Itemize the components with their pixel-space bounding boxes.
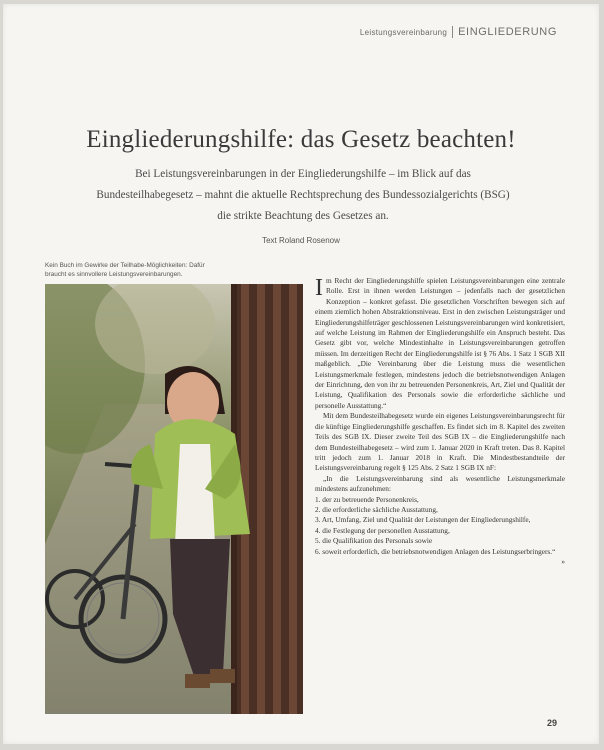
article-body <box>315 276 565 567</box>
body-paragraph-3: „In die Leistungsvereinbarung sind als wesentliche Leistungsmerkmale mindestens aufzunehmen: <box>315 473 565 494</box>
article-lead <box>83 164 523 227</box>
lead-line: Bundesteilhabegesetz – mahnt die aktuelle Rechtsprechung des Bundessozialgerichts (BSG) <box>96 189 510 201</box>
running-head <box>360 26 557 38</box>
body-text: m Recht der Eingliederungshilfe spielen Leistungsvereinbarungen eine zentrale Rolle. Erst in ihnen werden Leistungen – jedenfalls nach der gesetzlichen Konzeption – konkret gefasst. Die gesetzlichen Vorschriften bewegen sich auf einem ziemlich hohen Abstraktionsniveau. Erst in den zwischen Leistungsträger und Eingliederungshilfeträger geschlossenen Leistungsvereinbarungen wird konkretisiert, auf welche Leistung im Rahmen der Eingliederungshilfe ein Anspruch besteht. Das Gesetz gibt vor, welche Mindestinhalte in Leistungsvereinbarungen getroffen müssen. Im derzeitigen Recht der Eingliederungshilfe ist § 76 Abs. 1 Satz 1 SGB XII maßgeblich. „Die Vereinbarung über die Leistung muss die wesentlichen Leistungsmerkmale festlegen, mindestens jedoch die betriebsnotwendigen Anlagen der Einrichtung, den von ihr zu betreuenden Personenkreis, Art, Ziel und Qualität der Leistung, Qualifikation des Personals sowie die erforderliche sächliche und personelle Ausstattung.“ <box>315 276 565 410</box>
list-item: 5. die Qualifikation des Personals sowie <box>315 536 433 546</box>
body-paragraph-1 <box>315 276 565 411</box>
running-head-divider <box>452 26 453 38</box>
drop-cap: I <box>315 275 323 301</box>
body-paragraph-2: Mit dem Bundesteilhabegesetz wurde ein eigenes Leistungsvereinbarungsrecht für die künftige Eingliederungshilfe geschaffen. Es findet sich im 8. Kapitel des zweiten Teils des SGB IX. Dieser zweite Teil des SGB IX – die Eingliederungshilfe nach dem Bundesteilhabegesetz – wird zum 1. Januar 2020 in Kraft treten. Das 8. Kapitel tritt jedoch zum 1. Januar 2018 in Kraft. Die Mindestbestandteile der Leistungsvereinbarung regelt § 125 Abs. 2 Satz 1 SGB IX nF: <box>315 411 565 473</box>
list-item: 1. der zu betreuende Personenkreis, <box>315 494 419 504</box>
page-number: 29 <box>546 718 557 728</box>
caption-line: Kein Buch im Gewirke der Teilhabe-Möglichkeiten: Dafür <box>45 262 205 269</box>
lead-line: die strikte Beachtung des Gesetzes an. <box>217 210 389 222</box>
article-title: Eingliederungshilfe: das Gesetz beachten! <box>86 126 516 153</box>
running-head-section: EINGLIEDERUNG <box>458 26 557 38</box>
list-item: 2. die erforderliche sächliche Ausstattung, <box>315 504 438 514</box>
list-item: 6. soweit erforderlich, die betriebsnotwendigen Anlagen des Leistungserbringers.“ <box>315 546 556 556</box>
article-photo <box>45 284 303 714</box>
running-head-category: Leistungsvereinbarung <box>359 27 448 37</box>
requirements-list <box>315 495 565 557</box>
caption-line: braucht es sinnvollere Leistungsvereinbarungen. <box>45 271 183 278</box>
continuation-mark: » <box>561 556 565 566</box>
photo-woman-with-tricycle <box>45 284 303 714</box>
magazine-page <box>3 4 599 744</box>
photo-caption <box>45 261 295 279</box>
list-item: 3. Art, Umfang, Ziel und Qualität der Leistungen der Eingliederungshilfe, <box>315 515 531 525</box>
list-item: 4. die Festlegung der personellen Ausstattung, <box>315 525 450 535</box>
lead-line: Bei Leistungsvereinbarungen in der Eingliederungshilfe – im Blick auf das <box>135 168 471 180</box>
article-author: Text Roland Rosenow <box>262 236 340 245</box>
